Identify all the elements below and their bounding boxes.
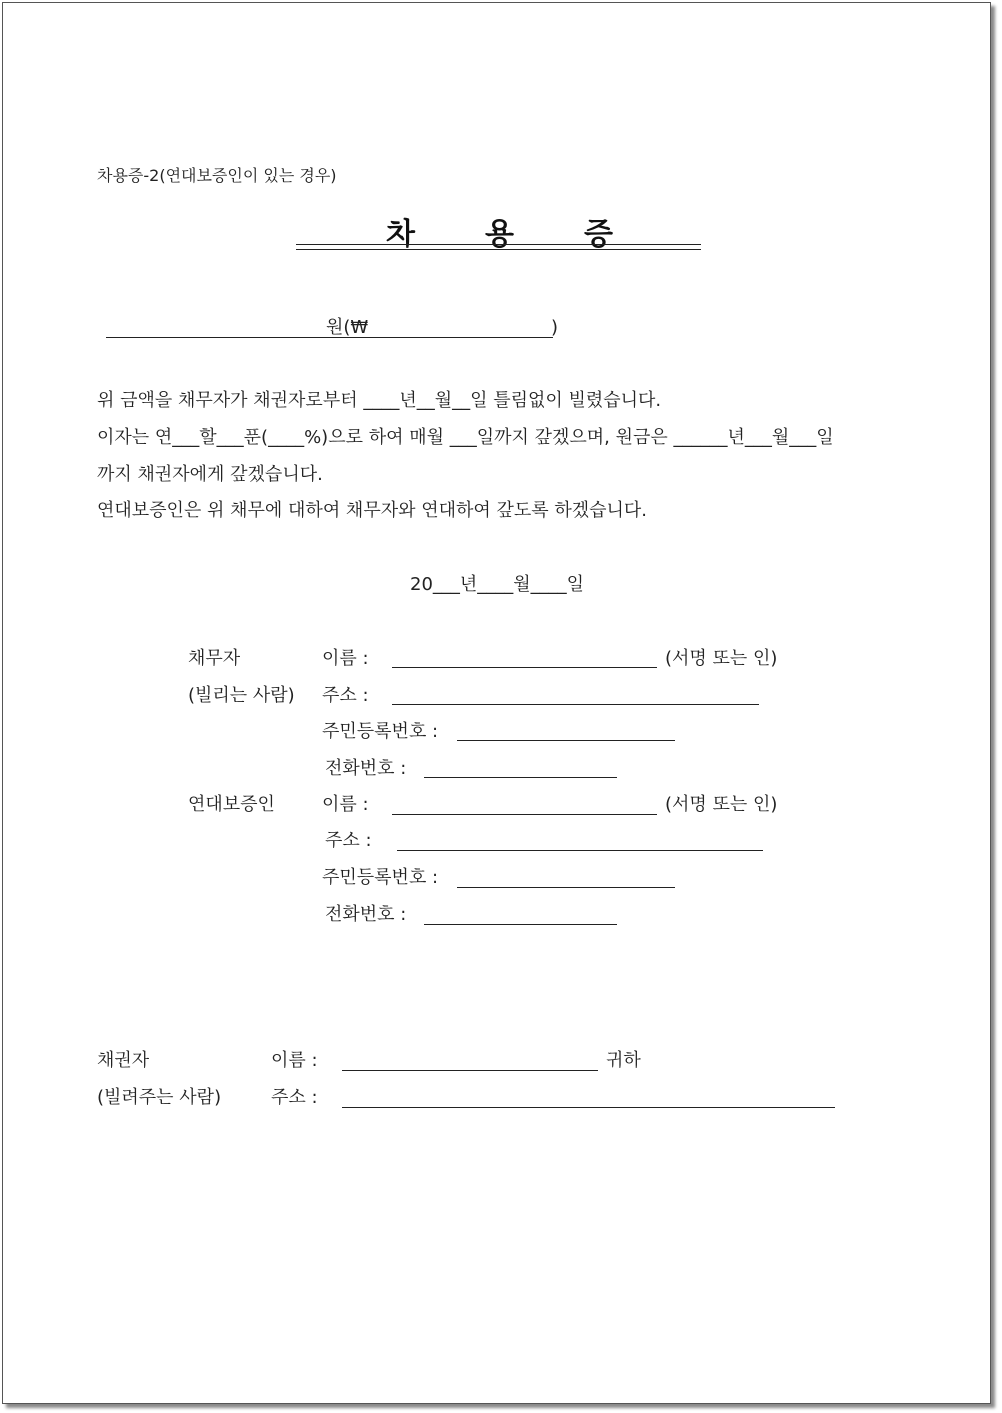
guarantor-id-field[interactable] bbox=[457, 887, 675, 888]
title-char-3: 증 bbox=[584, 217, 613, 252]
debtor-role-sub: (빌리는 사람) bbox=[188, 685, 295, 706]
creditor-address-label: 주소 : bbox=[271, 1087, 318, 1108]
creditor-name-field[interactable] bbox=[342, 1070, 598, 1071]
title-char-1: 차 bbox=[386, 217, 415, 252]
debtor-phone-label: 전화번호 : bbox=[325, 758, 407, 779]
creditor-role: 채권자 bbox=[97, 1050, 150, 1071]
amount-won-label: 원(₩ bbox=[326, 317, 369, 338]
creditor-role-sub: (빌려주는 사람) bbox=[97, 1087, 222, 1108]
debtor-phone-field[interactable] bbox=[424, 777, 617, 778]
debtor-role: 채무자 bbox=[188, 648, 241, 669]
body-line-2: 이자는 연___할___푼(____%)으로 하여 매월 ___일까지 갚겠으며, 원금은 ______년___월___일 bbox=[97, 427, 834, 448]
debtor-id-field[interactable] bbox=[457, 740, 675, 741]
debtor-id-label: 주민등록번호 : bbox=[322, 721, 439, 742]
guarantor-name-label: 이름 : bbox=[322, 794, 369, 815]
debtor-address-label: 주소 : bbox=[322, 685, 369, 706]
debtor-signature-note: (서명 또는 인) bbox=[665, 648, 778, 669]
guarantor-address-label: 주소 : bbox=[325, 830, 372, 851]
document-subtitle: 차용증-2(연대보증인이 있는 경우) bbox=[97, 166, 337, 185]
date-line: 20___년____월____일 bbox=[410, 574, 585, 595]
debtor-address-field[interactable] bbox=[392, 704, 759, 705]
guarantor-id-label: 주민등록번호 : bbox=[322, 867, 439, 888]
body-line-3: 까지 채권자에게 갚겠습니다. bbox=[97, 464, 323, 485]
guarantor-role: 연대보증인 bbox=[188, 794, 275, 815]
creditor-honorific: 귀하 bbox=[606, 1050, 641, 1071]
creditor-address-field[interactable] bbox=[342, 1107, 835, 1108]
document-page bbox=[2, 2, 991, 1404]
guarantor-signature-note: (서명 또는 인) bbox=[665, 794, 778, 815]
guarantor-phone-label: 전화번호 : bbox=[325, 904, 407, 925]
title-char-2: 용 bbox=[485, 217, 514, 252]
guarantor-name-field[interactable] bbox=[392, 814, 657, 815]
guarantor-phone-field[interactable] bbox=[424, 924, 617, 925]
amount-close-paren: ) bbox=[551, 317, 559, 338]
debtor-name-field[interactable] bbox=[392, 667, 657, 668]
body-line-4: 연대보증인은 위 채무에 대하여 채무자와 연대하여 갚도록 하겠습니다. bbox=[97, 500, 648, 521]
debtor-name-label: 이름 : bbox=[322, 648, 369, 669]
title-double-underline bbox=[296, 244, 701, 250]
body-line-1: 위 금액을 채무자가 채권자로부터 ____년__월__일 틀림없이 빌렸습니다. bbox=[97, 390, 662, 411]
creditor-name-label: 이름 : bbox=[271, 1050, 318, 1071]
guarantor-address-field[interactable] bbox=[397, 850, 763, 851]
